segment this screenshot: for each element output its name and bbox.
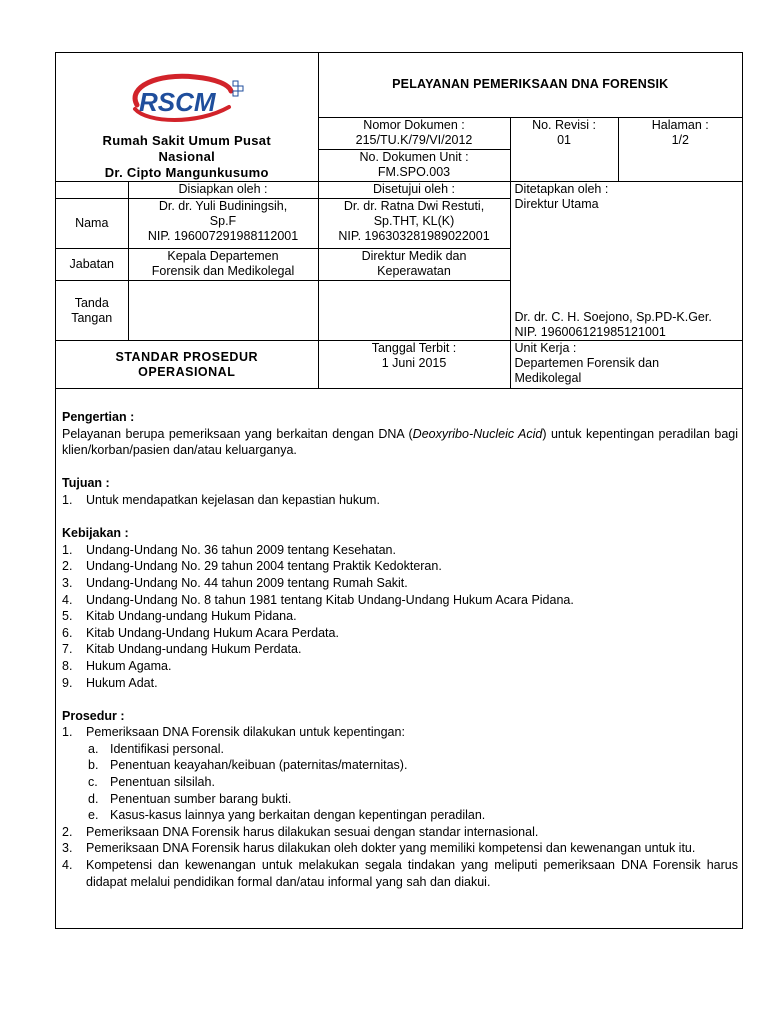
kebijakan-item: 3. Undang-Undang No. 44 tahun 2009 tentang Rumah Sakit. <box>62 575 408 590</box>
tanggal-terbit-value: 1 Juni 2015 <box>381 356 447 370</box>
disiapkan-nama-line-1: Dr. dr. Yuli Budiningsih, <box>158 199 288 213</box>
disetujui-header: Disetujui oleh : <box>318 182 510 199</box>
kebijakan-item: 1. Undang-Undang No. 36 tahun 2009 tentang Kesehatan. <box>62 542 396 557</box>
halaman-label: Halaman : <box>651 117 709 132</box>
rscm-logo <box>117 67 257 127</box>
nama-label: Nama <box>56 199 128 249</box>
disiapkan-nip: NIP. 196007291988112001 <box>147 229 299 243</box>
disiapkan-header: Disiapkan oleh : <box>128 182 318 199</box>
ditetapkan-nama: Dr. dr. C. H. Soejono, Sp.PD-K.Ger. <box>514 310 712 324</box>
ditetapkan-nip: NIP. 196006121985121001 <box>514 325 666 339</box>
nomor-dokumen-label: Nomor Dokumen : <box>363 117 465 132</box>
kebijakan-item: 7. Kitab Undang-undang Hukum Perdata. <box>62 642 302 657</box>
disiapkan-nama-line-2: Sp.F <box>209 214 237 228</box>
prosedur-subitem: a. Identifikasi personal. <box>88 741 224 756</box>
kebijakan-item: 4. Undang-Undang No. 8 tahun 1981 tentang Kitab Undang-Undang Hukum Acara Pidana. <box>62 592 574 607</box>
unit-kerja-value-line-2: Medikolegal <box>514 371 582 385</box>
ditetapkan-label: Ditetapkan oleh : <box>514 182 609 196</box>
disetujui-jabatan-line-1: Direktur Medik dan <box>361 249 467 263</box>
disetujui-jabatan-cell <box>318 249 510 281</box>
halaman-value: 1/2 <box>671 132 689 147</box>
prosedur-subitem: c. Penentuan silsilah. <box>88 775 215 790</box>
disiapkan-jabatan-line-2: Forensik dan Medikolegal <box>151 264 295 278</box>
tanggal-terbit-label: Tanggal Terbit : <box>371 341 457 355</box>
hospital-name-line-3: Dr. Cipto Mangunkusumo <box>104 165 269 180</box>
unit-kerja-value-line-1: Departemen Forensik dan <box>514 356 660 370</box>
kebijakan-item: 5. Kitab Undang-undang Hukum Pidana. <box>62 609 297 624</box>
halaman-cell <box>618 117 742 182</box>
kebijakan-list <box>62 542 738 691</box>
disiapkan-jabatan-line-1: Kepala Departemen <box>167 249 279 263</box>
kebijakan-item: 8. Hukum Agama. <box>62 658 172 673</box>
no-dokumen-unit-label: No. Dokumen Unit : <box>359 150 469 164</box>
no-dokumen-unit-cell <box>318 150 510 182</box>
logo-text: RSCM <box>138 87 216 117</box>
prosedur-item: 1. Pemeriksaan DNA Forensik dilakukan untuk kepentingan: <box>62 725 405 740</box>
kebijakan-item: 2. Undang-Undang No. 29 tahun 2004 tentang Praktik Kedokteran. <box>62 559 442 574</box>
prosedur-heading: Prosedur : <box>62 708 125 723</box>
kebijakan-item: 9. Hukum Adat. <box>62 675 158 690</box>
disetujui-nama-cell <box>318 199 510 249</box>
document-title: PELAYANAN PEMERIKSAAN DNA FORENSIK <box>318 53 742 117</box>
nomor-dokumen-cell <box>318 117 510 150</box>
unit-kerja-label: Unit Kerja : <box>514 341 577 355</box>
document-header-table <box>56 53 742 389</box>
tujuan-heading: Tujuan : <box>62 476 110 491</box>
kebijakan-heading: Kebijakan : <box>62 526 129 541</box>
hospital-name-line-1: Rumah Sakit Umum Pusat <box>102 133 271 148</box>
pengertian-text: Pelayanan berupa pemeriksaan yang berkaitan dengan DNA (Deoxyribo-Nucleic Acid) untuk kepentingan peradilan bagi klien/korban/pasien dan/atau keluarganya. <box>62 426 739 458</box>
prosedur-sublist <box>62 741 738 824</box>
prosedur-item: 4. Kompetensi dan kewenangan untuk melakukan segala tindakan yang meliputi pemeriksaan DNA Forensik harus didapat melalui pendidikan formal dan/atau informal yang sah dan diakui. <box>62 858 738 889</box>
prosedur-subitem: d. Penentuan sumber barang bukti. <box>88 791 292 806</box>
hospital-identity-cell <box>56 53 318 182</box>
nomor-dokumen-value: 215/TU.K/79/VI/2012 <box>355 132 473 147</box>
no-revisi-label: No. Revisi : <box>532 117 596 132</box>
disetujui-nip: NIP. 196303281989022001 <box>338 229 490 243</box>
unit-kerja-cell <box>510 341 742 389</box>
tanda-tangan-label: Tanda Tangan <box>56 281 128 341</box>
no-dokumen-unit-value: FM.SPO.003 <box>377 165 451 179</box>
ditetapkan-cell <box>510 182 742 341</box>
prosedur-subitem: e. Kasus-kasus lainnya yang berkaitan dengan kepentingan peradilan. <box>88 808 486 823</box>
sop-document <box>55 52 743 929</box>
prosedur-item: 3. Pemeriksaan DNA Forensik harus dilakukan oleh dokter yang memiliki kompetensi dan kewenangan untuk itu. <box>62 841 696 856</box>
prosedur-subitem: b. Penentuan keayahan/keibuan (paternitas/maternitas). <box>88 758 408 773</box>
disiapkan-nama-cell <box>128 199 318 249</box>
ditetapkan-jabatan: Direktur Utama <box>514 197 599 211</box>
disetujui-nama-line-1: Dr. dr. Ratna Dwi Restuti, <box>343 199 485 213</box>
prosedur-item: 2. Pemeriksaan DNA Forensik harus dilakukan sesuai dengan standar internasional. <box>62 824 539 839</box>
tanggal-terbit-cell <box>318 341 510 389</box>
document-body <box>62 409 738 890</box>
kebijakan-item: 6. Kitab Undang-Undang Hukum Acara Perdata. <box>62 625 339 640</box>
no-revisi-cell <box>510 117 618 182</box>
disiapkan-signature-box <box>128 281 318 341</box>
hospital-name-line-2: Nasional <box>158 149 216 164</box>
disetujui-jabatan-line-2: Keperawatan <box>377 264 451 278</box>
pengertian-heading: Pengertian : <box>62 410 135 424</box>
sop-label: STANDAR PROSEDUR OPERASIONAL <box>56 341 318 389</box>
tujuan-item: 1. Untuk mendapatkan kejelasan dan kepastian hukum. <box>62 492 380 507</box>
jabatan-label: Jabatan <box>56 249 128 281</box>
disetujui-nama-line-2: Sp.THT, KL(K) <box>373 214 455 228</box>
no-revisi-value: 01 <box>557 132 571 147</box>
disiapkan-jabatan-cell <box>128 249 318 281</box>
disetujui-signature-box <box>318 281 510 341</box>
